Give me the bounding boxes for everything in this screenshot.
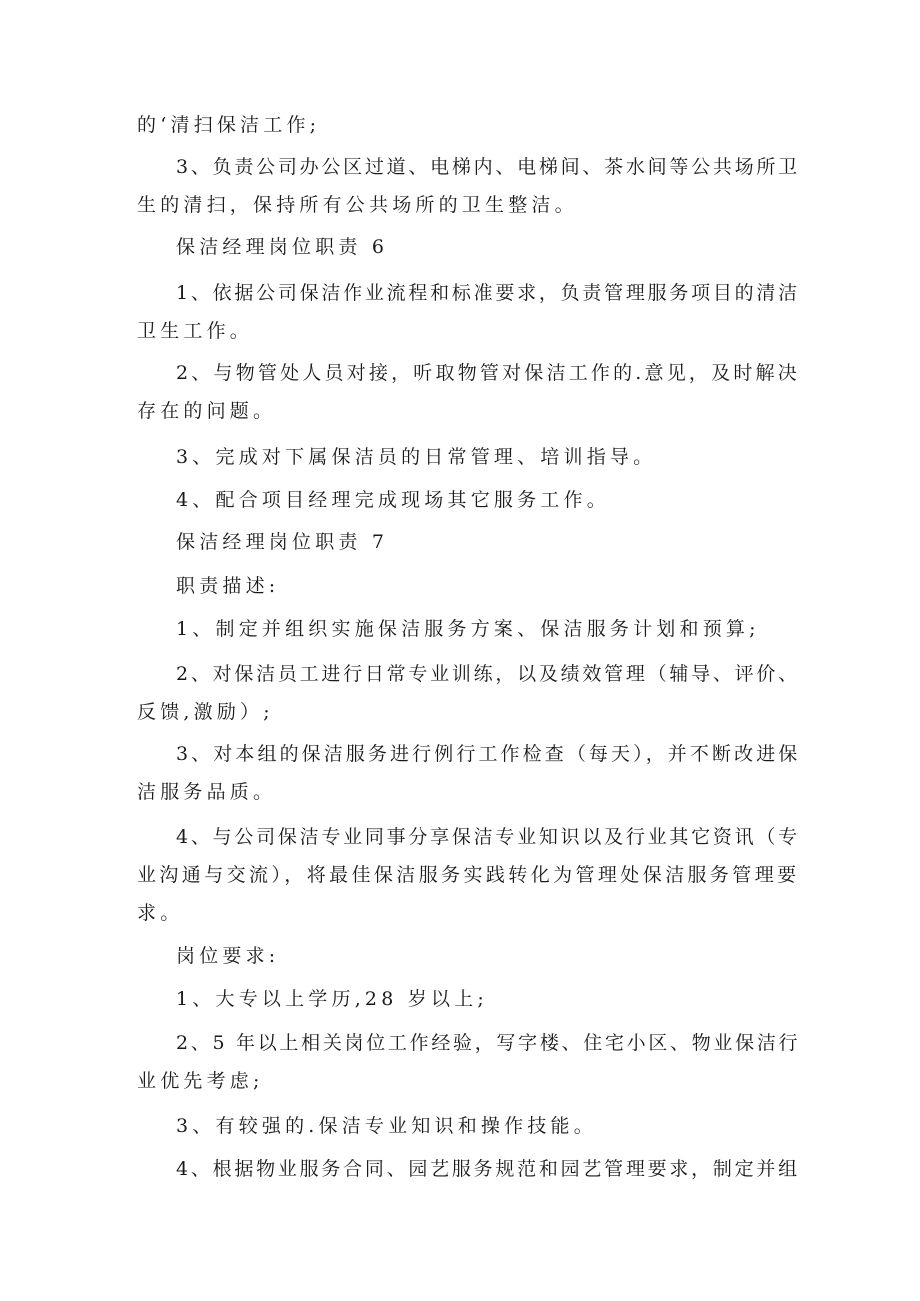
body-line: 1、大专以上学历,28 岁以上; [176,988,488,1010]
body-line: 2、5 年以上相关岗位工作经验，写字楼、住宅小区、物业保洁行 [176,1032,801,1054]
body-line: 4、与公司保洁专业同事分享保洁专业知识以及行业其它资讯（专 [176,826,800,848]
body-line: 业沟通与交流），将最佳保洁服务实践转化为管理处保洁服务管理要 [137,864,800,886]
section-heading: 保洁经理岗位职责 6 [176,236,389,258]
body-line: 1、依据公司保洁作业流程和标准要求，负责管理服务项目的清洁 [176,282,800,304]
body-line: 卫生工作。 [137,320,254,342]
body-line: 4、根据物业服务合同、园艺服务规范和园艺管理要求，制定并组 [176,1158,800,1180]
body-line: 4、配合项目经理完成现场其它服务工作。 [176,489,610,511]
body-line: 3、有较强的.保洁专业知识和操作技能。 [176,1115,597,1137]
sub-heading: 岗位要求: [176,945,280,967]
body-line: 3、对本组的保洁服务进行例行工作检查（每天），并不断改进保 [176,743,801,765]
sub-heading: 职责描述: [176,575,280,597]
body-line: 求。 [137,902,184,924]
body-line: 3、完成对下属保洁员的日常管理、培训指导。 [176,446,657,468]
body-line: 2、与物管处人员对接，听取物管对保洁工作的.意见，及时解决 [176,362,800,384]
body-line: 3、负责公司办公区过道、电梯内、电梯间、茶水间等公共场所卫 [176,156,800,178]
body-line: 的‘清扫保洁工作; [137,114,321,136]
section-heading: 保洁经理岗位职责 7 [176,531,389,553]
body-line: 存在的问题。 [137,400,277,422]
body-line: 生的清扫，保持所有公共场所的卫生整洁。 [137,194,578,216]
body-line: 2、对保洁员工进行日常专业训练，以及绩效管理（辅导、评价、 [176,663,800,685]
body-line: 反馈,激励）; [137,701,274,723]
body-line: 业优先考虑; [137,1070,264,1092]
body-line: 1、制定并组织实施保洁服务方案、保洁服务计划和预算; [176,618,760,640]
body-line: 洁服务品质。 [137,781,277,803]
